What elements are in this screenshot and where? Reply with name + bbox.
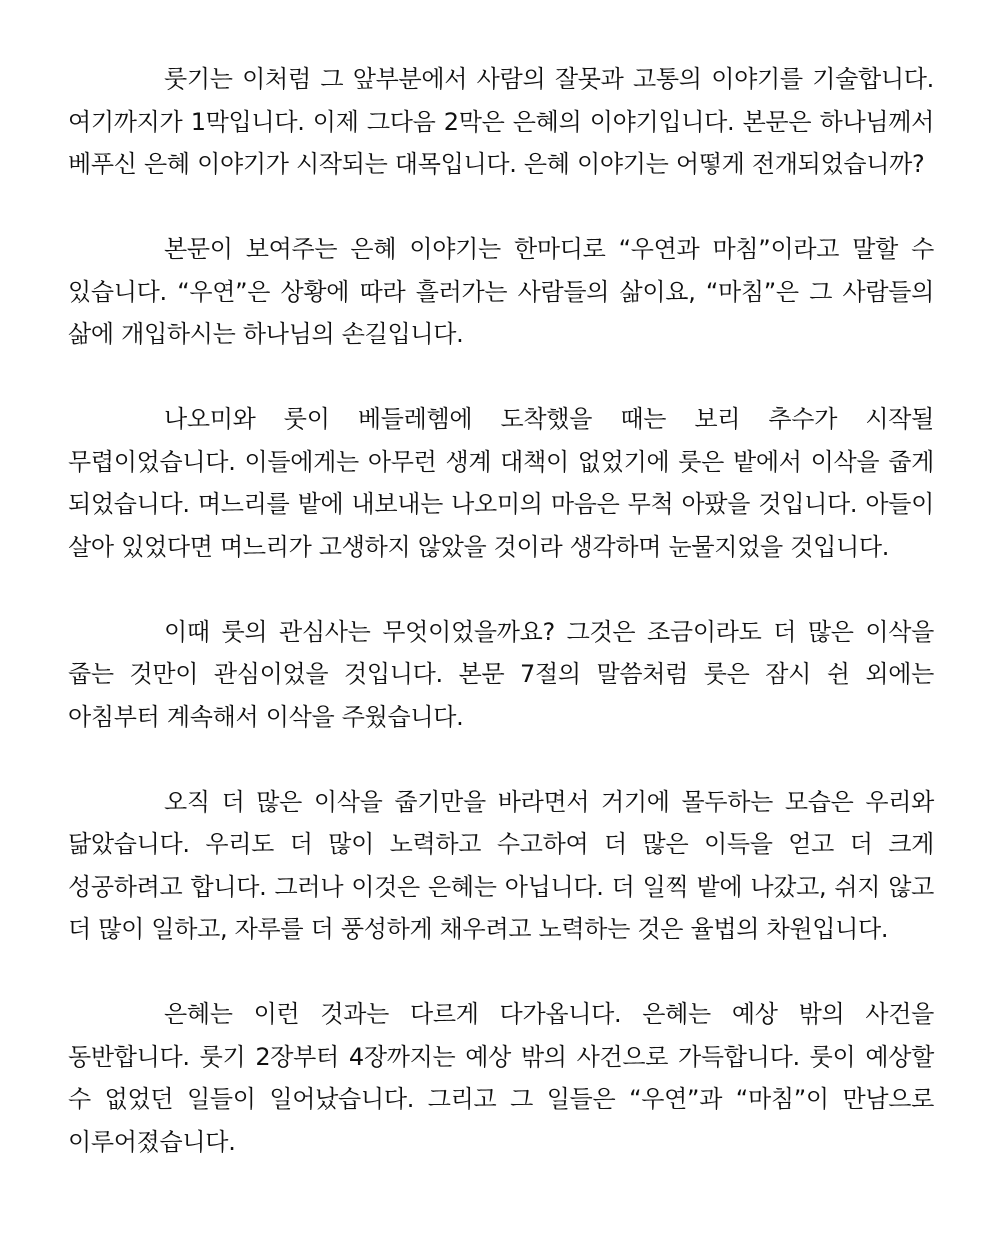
document-body bbox=[68, 58, 934, 1163]
paragraph-1: 룻기는 이처럼 그 앞부분에서 사람의 잘못과 고통의 이야기를 기술합니다. 여기까지가 1막입니다. 이제 그다음 2막은 은혜의 이야기입니다. 본문은 하나님께서 베푸신 은혜 이야기가 시작되는 대목입니다. 은혜 이야기는 어떻게 전개되었습니까? bbox=[68, 65, 934, 178]
paragraph-6: 은혜는 이런 것과는 다르게 다가옵니다. 은혜는 예상 밖의 사건을 동반합니다. 룻기 2장부터 4장까지는 예상 밖의 사건으로 가득합니다. 룻이 예상할 수 없었던 일들이 일어났습니다. 그리고 그 일들은 “우연”과 “마침”이 만남으로 이루어졌습니다. bbox=[68, 1000, 934, 1156]
paragraph-4: 이때 룻의 관심사는 무엇이었을까요? 그것은 조금이라도 더 많은 이삭을 줍는 것만이 관심이었을 것입니다. 본문 7절의 말씀처럼 룻은 잠시 쉰 외에는 아침부터 계속해서 이삭을 주웠습니다. bbox=[68, 617, 934, 731]
paragraph-2: 본문이 보여주는 은혜 이야기는 한마디로 “우연과 마침”이라고 말할 수 있습니다. “우연”은 상황에 따라 흘러가는 사람들의 삶이요, “마침”은 그 사람들의 삶에 개입하시는 하나님의 손길입니다. bbox=[68, 235, 934, 348]
paragraph-3: 나오미와 룻이 베들레헴에 도착했을 때는 보리 추수가 시작될 무렵이었습니다. 이들에게는 아무런 생계 대책이 없었기에 룻은 밭에서 이삭을 줍게 되었습니다. 며느리를 밭에 내보내는 나오미의 마음은 무척 아팠을 것입니다. 아들이 살아 있었다면 며느리가 고생하지 않았을 것이라 생각하며 눈물지었을 것입니다. bbox=[68, 405, 934, 561]
paragraph-5: 오직 더 많은 이삭을 줍기만을 바라면서 거기에 몰두하는 모습은 우리와 닮았습니다. 우리도 더 많이 노력하고 수고하여 더 많은 이득을 얻고 더 크게 성공하려고 합니다. 그러나 이것은 은혜는 아닙니다. 더 일찍 밭에 나갔고, 쉬지 않고 더 많이 일하고, 자루를 더 풍성하게 채우려고 노력하는 것은 율법의 차원입니다. bbox=[68, 787, 934, 943]
